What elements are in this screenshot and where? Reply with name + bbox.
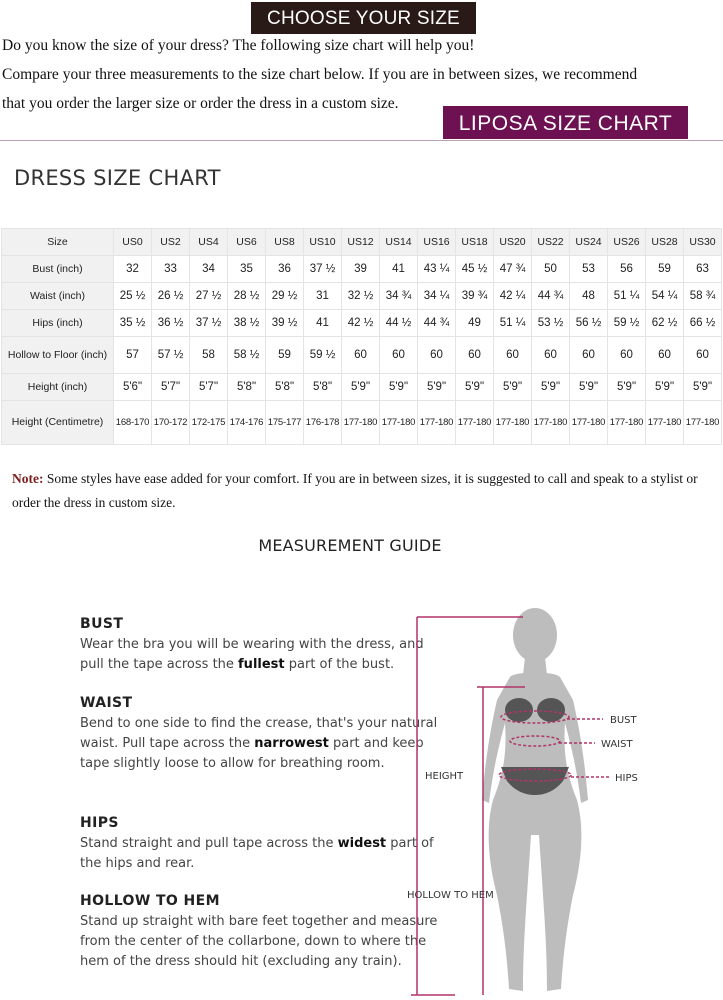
table-cell: 49	[456, 310, 494, 337]
table-cell: 50	[532, 256, 570, 283]
table-cell: 177-180	[646, 401, 684, 445]
liposa-size-chart-banner: LIPOSA SIZE CHART	[443, 106, 688, 139]
table-cell: 5'9"	[608, 374, 646, 401]
intro-line-1: Do you know the size of your dress? The following size chart will help you!	[2, 37, 475, 54]
table-cell: 59 ½	[608, 310, 646, 337]
table-cell: 174-176	[228, 401, 266, 445]
divider	[0, 140, 723, 141]
table-cell: 60	[570, 337, 608, 374]
table-cell: 58 ¾	[684, 283, 722, 310]
table-cell: 54 ¼	[646, 283, 684, 310]
table-cell: 177-180	[570, 401, 608, 445]
table-cell: 48	[570, 283, 608, 310]
guide-waist-text: Bend to one side to find the crease, that's your natural waist. Pull tape across the narrowest part and keep tape slightly loose to allow for breathing room.	[80, 716, 438, 771]
table-cell: 32 ½	[342, 283, 380, 310]
guide-waist-heading: WAIST	[80, 695, 133, 711]
table-cell: 5'9"	[456, 374, 494, 401]
table-cell: 5'9"	[342, 374, 380, 401]
table-row-label: Height (inch)	[2, 374, 114, 401]
table-cell: 39	[342, 256, 380, 283]
table-cell: 5'8"	[228, 374, 266, 401]
table-cell: 60	[684, 337, 722, 374]
table-cell: 5'9"	[646, 374, 684, 401]
table-cell: 35	[228, 256, 266, 283]
table-cell: 35 ½	[114, 310, 152, 337]
note	[12, 467, 712, 515]
table-cell: 172-175	[190, 401, 228, 445]
table-cell: 60	[646, 337, 684, 374]
table-cell: 58 ½	[228, 337, 266, 374]
table-cell: 53 ½	[532, 310, 570, 337]
table-cell: 60	[494, 337, 532, 374]
table-cell: 60	[418, 337, 456, 374]
table-header-cell: US12	[342, 229, 380, 256]
table-cell: 41	[380, 256, 418, 283]
table-cell: 5'9"	[570, 374, 608, 401]
table-row-label: Height (Centimetre)	[2, 401, 114, 445]
table-header-cell: US0	[114, 229, 152, 256]
table-cell: 32	[114, 256, 152, 283]
table-header-cell: US20	[494, 229, 532, 256]
table-cell: 34	[190, 256, 228, 283]
table-header-cell: US30	[684, 229, 722, 256]
table-header-cell: US28	[646, 229, 684, 256]
table-cell: 63	[684, 256, 722, 283]
table-cell: 38 ½	[228, 310, 266, 337]
table-header-cell: US6	[228, 229, 266, 256]
table-cell: 5'8"	[304, 374, 342, 401]
body-silhouette-icon	[482, 608, 588, 991]
table-header-cell: US16	[418, 229, 456, 256]
table-header-row	[2, 229, 722, 256]
table-cell: 25 ½	[114, 283, 152, 310]
table-row	[2, 337, 722, 374]
chart-title: DRESS SIZE CHART	[14, 166, 221, 190]
table-row	[2, 283, 722, 310]
table-row-label: Waist (inch)	[2, 283, 114, 310]
guide-hollow-text: Stand up straight with bare feet together and measure from the center of the collarbone, down to where the hem of the dress should hit (excluding any train).	[80, 914, 438, 969]
table-cell: 177-180	[608, 401, 646, 445]
table-header-cell: Size	[2, 229, 114, 256]
table-cell: 59	[646, 256, 684, 283]
table-cell: 57 ½	[152, 337, 190, 374]
table-cell: 26 ½	[152, 283, 190, 310]
table-cell: 44 ¾	[418, 310, 456, 337]
table-cell: 5'9"	[380, 374, 418, 401]
table-cell: 60	[342, 337, 380, 374]
table-row-label: Hollow to Floor (inch)	[2, 337, 114, 374]
size-table	[1, 228, 722, 445]
table-cell: 175-177	[266, 401, 304, 445]
table-header-cell: US26	[608, 229, 646, 256]
table-cell: 51 ¼	[608, 283, 646, 310]
table-row-label: Bust (inch)	[2, 256, 114, 283]
table-row-label: Hips (inch)	[2, 310, 114, 337]
table-cell: 5'7"	[190, 374, 228, 401]
table-cell: 56 ½	[570, 310, 608, 337]
table-cell: 44 ½	[380, 310, 418, 337]
note-label: Note:	[12, 471, 44, 486]
table-cell: 39 ¾	[456, 283, 494, 310]
table-cell: 44 ¾	[532, 283, 570, 310]
table-cell: 177-180	[532, 401, 570, 445]
table-cell: 29 ½	[266, 283, 304, 310]
table-header-cell: US18	[456, 229, 494, 256]
waist-label: WAIST	[601, 739, 633, 750]
guide-bust-text: Wear the bra you will be wearing with the dress, and pull the tape across the fullest part of the bust.	[80, 637, 424, 672]
guide-hollow-heading: HOLLOW TO HEM	[80, 893, 220, 909]
table-cell: 33	[152, 256, 190, 283]
table-cell: 36	[266, 256, 304, 283]
table-cell: 5'7"	[152, 374, 190, 401]
table-cell: 27 ½	[190, 283, 228, 310]
table-cell: 56	[608, 256, 646, 283]
bust-label: BUST	[610, 715, 637, 726]
table-cell: 170-172	[152, 401, 190, 445]
table-cell: 176-178	[304, 401, 342, 445]
guide-hips-text: Stand straight and pull tape across the widest part of the hips and rear.	[80, 836, 434, 871]
table-cell: 43 ¼	[418, 256, 456, 283]
body-measurement-figure	[395, 605, 675, 1000]
table-cell: 60	[608, 337, 646, 374]
table-cell: 42 ¼	[494, 283, 532, 310]
table-row	[2, 310, 722, 337]
table-cell: 60	[380, 337, 418, 374]
table-cell: 42 ½	[342, 310, 380, 337]
table-header-cell: US14	[380, 229, 418, 256]
table-cell: 37 ½	[304, 256, 342, 283]
table-cell: 59 ½	[304, 337, 342, 374]
table-header-cell: US22	[532, 229, 570, 256]
table-cell: 5'8"	[266, 374, 304, 401]
table-header-cell: US4	[190, 229, 228, 256]
table-cell: 66 ½	[684, 310, 722, 337]
table-cell: 31	[304, 283, 342, 310]
hips-label: HIPS	[615, 773, 638, 784]
table-cell: 177-180	[456, 401, 494, 445]
table-cell: 36 ½	[152, 310, 190, 337]
height-label: HEIGHT	[425, 771, 464, 782]
guide-bust-heading: BUST	[80, 616, 124, 632]
table-cell: 177-180	[418, 401, 456, 445]
table-cell: 59	[266, 337, 304, 374]
table-cell: 168-170	[114, 401, 152, 445]
table-cell: 51 ¼	[494, 310, 532, 337]
table-cell: 177-180	[684, 401, 722, 445]
choose-size-banner: CHOOSE YOUR SIZE	[251, 2, 476, 34]
table-cell: 177-180	[342, 401, 380, 445]
intro-line-3: that you order the larger size or order the dress in a custom size.	[2, 95, 399, 112]
table-cell: 57	[114, 337, 152, 374]
table-cell: 53	[570, 256, 608, 283]
table-cell: 39 ½	[266, 310, 304, 337]
table-cell: 34 ¾	[380, 283, 418, 310]
table-cell: 28 ½	[228, 283, 266, 310]
hollow-to-hem-label: HOLLOW TO HEM	[407, 890, 494, 901]
table-cell: 37 ½	[190, 310, 228, 337]
table-header-cell: US2	[152, 229, 190, 256]
measurement-guide-title: MEASUREMENT GUIDE	[258, 536, 442, 555]
table-header-cell: US8	[266, 229, 304, 256]
table-cell: 62 ½	[646, 310, 684, 337]
table-cell: 5'9"	[684, 374, 722, 401]
table-cell: 60	[532, 337, 570, 374]
table-cell: 41	[304, 310, 342, 337]
table-row	[2, 401, 722, 445]
guide-hips-heading: HIPS	[80, 815, 119, 831]
table-cell: 60	[456, 337, 494, 374]
table-header-cell: US10	[304, 229, 342, 256]
table-row	[2, 256, 722, 283]
table-cell: 5'9"	[532, 374, 570, 401]
table-cell: 58	[190, 337, 228, 374]
table-row	[2, 374, 722, 401]
table-cell: 34 ¼	[418, 283, 456, 310]
table-cell: 5'9"	[418, 374, 456, 401]
note-text: Some styles have ease added for your comfort. If you are in between sizes, it is suggested to call and speak to a stylist or order the dress in custom size.	[12, 471, 698, 510]
table-cell: 177-180	[380, 401, 418, 445]
table-cell: 45 ½	[456, 256, 494, 283]
table-header-cell: US24	[570, 229, 608, 256]
intro-line-2: Compare your three measurements to the size chart below. If you are in between sizes, we recommend	[2, 66, 638, 83]
table-cell: 5'6"	[114, 374, 152, 401]
table-cell: 47 ¾	[494, 256, 532, 283]
table-cell: 5'9"	[494, 374, 532, 401]
table-cell: 177-180	[494, 401, 532, 445]
